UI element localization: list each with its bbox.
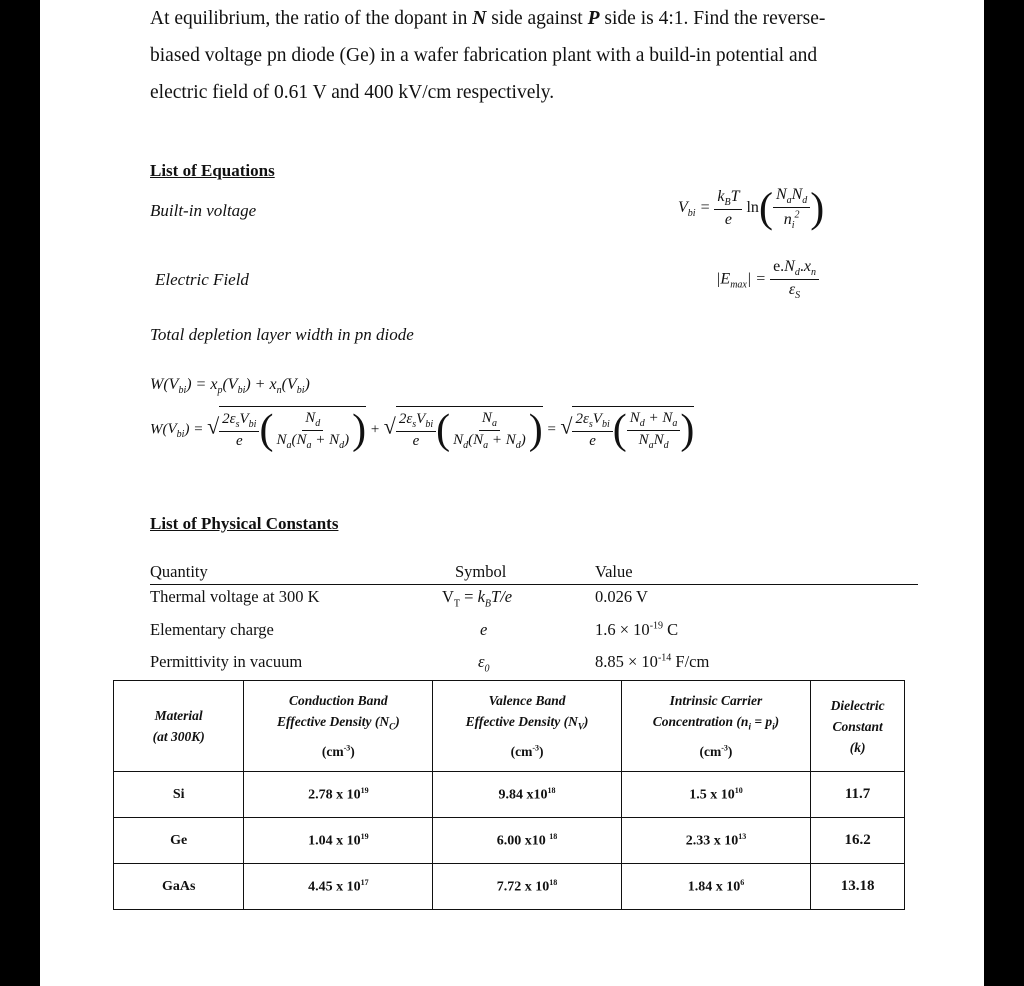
material-properties-table	[113, 680, 905, 910]
material-table-header	[114, 681, 905, 772]
problem-line-2: biased voltage pn diode (Ge) in a wafer fabrication plant with a build-in potential and	[150, 45, 818, 66]
material-row-ge	[114, 818, 905, 864]
dielectric-constant: 16.2	[811, 818, 905, 864]
dielectric-constant: 13.18	[811, 864, 905, 910]
depletion-width-equation: $W(V_{bi})$ = √ $\frac{2\varepsilon_sV_{bi}}{e}$ ( $\frac{N_d}{N_a(N_a + N_d)}$ ) + √ $\frac{2\varepsilon_sV_{bi}}{e}$ ( $\frac{N_a}{N_d(N_a + N_d)}$ ) = √ $\frac{2\varepsilon_sV_{bi}}{e}$ ( $\frac{N_d + N_a}{N_aN_d}$ )	[150, 407, 695, 453]
header-dielectric-constant: Dielectric Constant (k)	[811, 681, 905, 772]
constant-symbol: $\varepsilon_0$	[478, 652, 490, 675]
material-name: Si	[114, 772, 244, 818]
intrinsic-concentration: 2.33 x $10^{13}$	[621, 818, 810, 864]
header-intrinsic-carrier: Intrinsic Carrier Concentration $(n_i = p_i)$ $(cm^{-3})$	[621, 681, 810, 772]
header-conduction-band: Conduction Band Effective Density $(N_C)$ $(cm^{-3})$	[244, 681, 433, 772]
depletion-sum-equation: $W(V_{bi}) = x_p(V_{bi}) + x_n(V_{bi})$	[150, 376, 310, 397]
electric-field-label: Electric Field	[155, 270, 249, 289]
constant-symbol: $V_T = k_BT/e$	[442, 587, 513, 610]
equations-heading: List of Equations	[150, 161, 275, 180]
constant-quantity: Permittivity in vacuum	[150, 652, 303, 671]
constants-table	[150, 558, 918, 680]
constant-quantity: Thermal voltage at 300 K	[150, 587, 320, 606]
constant-value: 0.026 V	[595, 587, 648, 606]
builtin-voltage-equation: $V_{bi}$ = $\frac{k_BT}{e}$ ln( $\frac{N_aN_d}{n_i^2}$ )	[678, 185, 825, 232]
constant-row	[150, 616, 918, 648]
problem-statement	[150, 0, 920, 111]
conduction-density: 2.78 x $10^{19}$	[244, 772, 433, 818]
header-material: Material (at 300K)	[114, 681, 244, 772]
valence-density: 9.84 $x10^{18}$	[433, 772, 621, 818]
header-symbol: Symbol	[455, 562, 507, 581]
depletion-width-label: Total depletion layer width in pn diode	[150, 325, 414, 344]
constant-value: $1.6 \times 10^{-19}$ C	[595, 620, 679, 639]
intrinsic-concentration: 1.84 x $10^6$	[621, 864, 810, 910]
constant-symbol: e	[480, 620, 488, 639]
conduction-density: 1.04 x $10^{19}$	[244, 818, 433, 864]
builtin-voltage-label: Built-in voltage	[150, 201, 257, 220]
problem-line-3: electric field of 0.61 V and 400 kV/cm respectively.	[150, 82, 555, 103]
constant-row	[150, 648, 918, 680]
constants-header-row	[150, 558, 918, 585]
header-quantity: Quantity	[150, 562, 208, 581]
material-name: GaAs	[114, 864, 244, 910]
header-valence-band: Valence Band Effective Density $(N_V)$ $(cm^{-3})$	[433, 681, 621, 772]
dielectric-constant: 11.7	[811, 772, 905, 818]
electric-field-equation: $|E_{max}|$ = $\frac{e.N_d.x_n}{\varepsilon_S}$	[716, 258, 819, 301]
material-row-si	[114, 772, 905, 818]
material-name: Ge	[114, 818, 244, 864]
header-value: Value	[595, 562, 633, 581]
constant-value: $8.85 \times 10^{-14}$ F/cm	[595, 652, 710, 671]
valence-density: 6.00 x10 $^{18}$	[433, 818, 621, 864]
document-page	[40, 0, 984, 986]
intrinsic-concentration: 1.5 x $10^{10}$	[621, 772, 810, 818]
constant-quantity: Elementary charge	[150, 620, 274, 639]
conduction-density: 4.45 x $10^{17}$	[244, 864, 433, 910]
constants-heading: List of Physical Constants	[150, 514, 339, 533]
constant-row	[150, 585, 918, 616]
material-row-gaas	[114, 864, 905, 910]
valence-density: 7.72 x $10^{18}$	[433, 864, 621, 910]
problem-line-1: At equilibrium, the ratio of the dopant in N side against P side is 4:1. Find the reverse-	[150, 8, 826, 29]
